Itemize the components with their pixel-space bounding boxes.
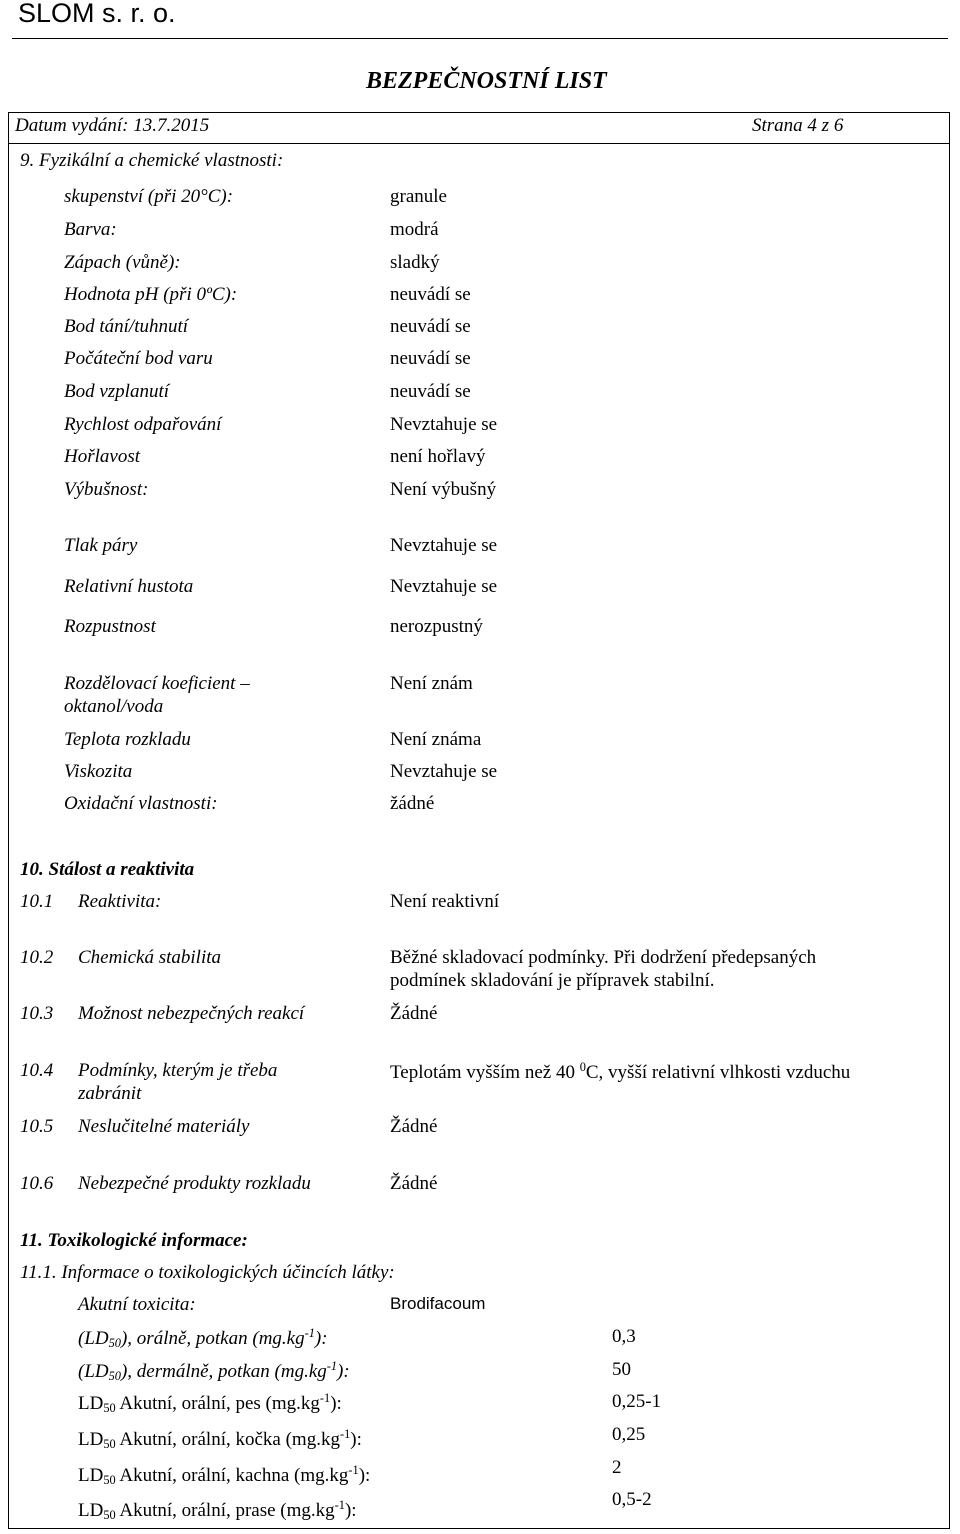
toxicity-value: 50 <box>612 1359 631 1380</box>
property-value: žádné <box>390 793 435 814</box>
page-number: Strana 4 z 6 <box>752 115 844 136</box>
property-label: Teplota rozkladu <box>64 729 191 750</box>
property-value: granule <box>390 186 447 207</box>
property-value: neuvádí se <box>390 381 471 402</box>
acute-toxicity-label: Akutní toxicita: <box>78 1294 196 1315</box>
property-label: Relativní hustota <box>64 576 194 597</box>
header-rule <box>12 38 948 39</box>
property-value: Nevztahuje se <box>390 535 498 556</box>
toxicity-label: $LD_{50}$ Akutní, orální, pes $(mg.kg^{-1})$: <box>78 1391 342 1415</box>
item-number: 10.1 <box>20 891 54 912</box>
property-label: Bod tání/tuhnutí <box>64 316 189 337</box>
item-number: 10.2 <box>20 947 54 968</box>
property-label: Rychlost odpařování <box>64 414 222 435</box>
property-value: není hořlavý <box>390 446 486 467</box>
toxicity-value: 2 <box>612 1457 622 1478</box>
item-label: Reaktivita: <box>78 891 162 912</box>
property-label: Barva: <box>64 219 117 240</box>
property-label: Výbušnost: <box>64 479 149 500</box>
item-value-continued: podmínek skladování je přípravek stabilní. <box>390 970 715 991</box>
toxicity-value: 0,25-1 <box>612 1391 662 1412</box>
property-label: Oxidační vlastnosti: <box>64 793 218 814</box>
property-value: neuvádí se <box>390 284 471 305</box>
toxicity-value: 0,5-2 <box>612 1489 652 1510</box>
property-label-continued: oktanol/voda <box>64 696 164 717</box>
property-label: Hodnota pH (při 0ºC): <box>64 284 238 305</box>
item-label: Neslučitelné materiály <box>78 1116 250 1137</box>
item-value: Žádné <box>390 1003 438 1024</box>
substance-name: Brodifacoum <box>390 1294 486 1313</box>
property-label: Hořlavost <box>64 446 140 467</box>
section-11-heading: 11. Toxikologické informace: <box>20 1230 248 1251</box>
property-value: Není znám <box>390 673 473 694</box>
property-label: Rozpustnost <box>64 616 156 637</box>
section-11-1-heading: 11.1. Informace o toxikologických účincích látky: <box>20 1262 395 1283</box>
property-value: neuvádí se <box>390 316 471 337</box>
property-label: Počáteční bod varu <box>64 348 213 369</box>
property-value: Nevztahuje se <box>390 414 498 435</box>
item-label: Chemická stabilita <box>78 947 222 968</box>
property-label: skupenství (při 20°C): <box>64 186 234 207</box>
property-label: Viskozita <box>64 761 133 782</box>
item-label: Možnost nebezpečných reakcí <box>78 1003 305 1024</box>
item-number: 10.6 <box>20 1173 54 1194</box>
company-name: SLOM s. r. o. <box>18 0 176 28</box>
property-value: Nevztahuje se <box>390 576 498 597</box>
item-label: Podmínky, kterým je třeba <box>78 1060 278 1081</box>
property-label: Zápach (vůně): <box>64 252 181 273</box>
item-value: Není reaktivní <box>390 891 500 912</box>
property-label: Tlak páry <box>64 535 138 556</box>
toxicity-label: $(LD_{50})$, dermálně, potkan $(mg.kg^{-1})$: <box>78 1359 350 1383</box>
toxicity-label: $LD_{50}$ Akutní, orální, kočka $(mg.kg^{-1})$: <box>78 1427 362 1451</box>
toxicity-value: 0,3 <box>612 1326 636 1347</box>
property-value: Není známa <box>390 729 482 750</box>
item-value: Běžné skladovací podmínky. Při dodržení předepsaných <box>390 947 817 968</box>
item-number: 10.3 <box>20 1003 54 1024</box>
toxicity-label: $LD_{50}$ Akutní, orální, prase $(mg.kg^{-1})$: <box>78 1498 357 1522</box>
property-value: sladký <box>390 252 440 273</box>
property-label: Bod vzplanutí <box>64 381 170 402</box>
item-value: Žádné <box>390 1173 438 1194</box>
item-number: 10.5 <box>20 1116 54 1137</box>
issue-date: Datum vydání: 13.7.2015 <box>15 115 210 136</box>
item-label-continued: zabránit <box>78 1083 142 1104</box>
section-9-heading: 9. Fyzikální a chemické vlastnosti: <box>20 150 284 171</box>
item-value: Teplotám vyšším než 40 $^0$C, vyšší relativní vlhkosti vzduchu <box>390 1060 851 1083</box>
property-value: Není výbušný <box>390 479 497 500</box>
toxicity-label: $LD_{50}$ Akutní, orální, kachna $(mg.kg^{-1})$: <box>78 1463 371 1487</box>
toxicity-value: 0,25 <box>612 1424 646 1445</box>
item-label: Nebezpečné produkty rozkladu <box>78 1173 311 1194</box>
property-value: modrá <box>390 219 439 240</box>
document-title: BEZPEČNOSTNÍ LIST <box>366 68 607 94</box>
property-value: nerozpustný <box>390 616 483 637</box>
item-value: Žádné <box>390 1116 438 1137</box>
toxicity-label: $(LD_{50})$, orálně, potkan $(mg.kg^{-1})$: <box>78 1326 328 1350</box>
property-value: Nevztahuje se <box>390 761 498 782</box>
item-number: 10.4 <box>20 1060 54 1081</box>
property-label: Rozdělovací koeficient – <box>64 673 250 694</box>
property-value: neuvádí se <box>390 348 471 369</box>
section-10-heading: 10. Stálost a reaktivita <box>20 859 195 880</box>
